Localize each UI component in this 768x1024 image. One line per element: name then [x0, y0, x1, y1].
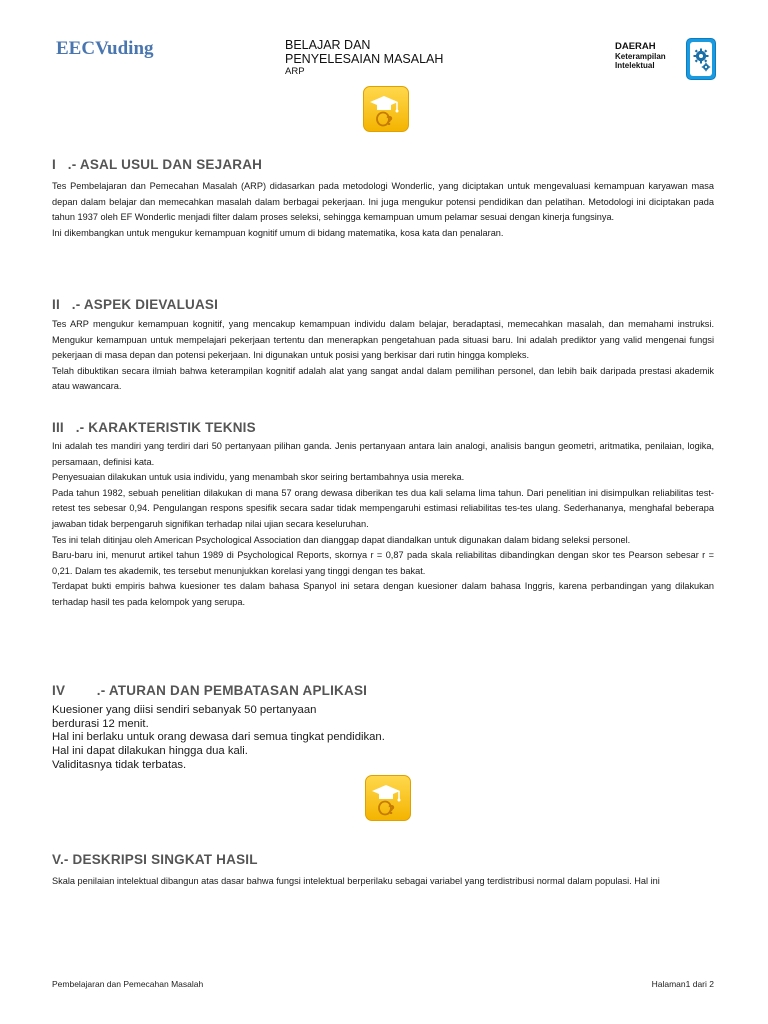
section-heading-3: III .- KARAKTERISTIK TEKNIS [52, 420, 256, 435]
page-number: Halaman1 dari 2 [651, 979, 714, 989]
paragraph: Pada tahun 1982, sebuah penelitian dilakukan di mana 57 orang dewasa diberikan tes dua kali selama lima tahun. Dari penelitian ini disimpulkan reliabilitas test-retest tes sebesar 0,94. Pengulangan respons spesifik secara sadar tidak mempengaruhi estimasi reliabilitas tes-tes ulang. Sederhananya, menghafal beberapa jawaban tidak berpengaruh signifikan terhadap nilai ujian secara keseluruhan. [52, 487, 714, 529]
title-line-2: PENYELESAIAN MASALAH [285, 52, 444, 66]
rules-list [52, 704, 385, 773]
paragraph: Baru-baru ini, menurut artikel tahun 1989 di Psychological Reports, skornya r = 0,87 pada skala reliabilitas dibandingkan dengan skor tes Pearson sebesar r = 0,21. Dalam tes akademik, tes tersebut menunjukkan korelasi yang tinggi dengan tes bakat. [52, 550, 714, 576]
region-title: DAERAH [615, 41, 656, 52]
paragraph: Tes ini telah ditinjau oleh American Psychological Association dan dianggap dapat diandalkan untuk digunakan dalam bidang seleksi personel. [52, 534, 631, 545]
section-heading-4: IV .- ATURAN DAN PEMBATASAN APLIKASI [52, 683, 368, 698]
rule-line: Hal ini berlaku untuk orang dewasa dari semua tingkat pendidikan. [52, 731, 385, 744]
paragraph: Terdapat bukti empiris bahwa kuesioner tes dalam bahasa Spanyol ini setara dengan kuesioner dalam bahasa Inggris, karena perbandingan yang dilakukan terhadap hasil tes pada kelompok yang serupa. [52, 581, 714, 607]
graduation-cap-question-icon [365, 775, 411, 821]
footer-left: Pembelajaran dan Pemecahan Masalah [52, 979, 204, 989]
paragraph: Penyesuaian dilakukan untuk usia individu, yang menambah skor seiring bertambahnya usia mereka. [52, 472, 465, 483]
svg-text:?: ? [388, 803, 395, 817]
region-label [615, 41, 666, 70]
rule-line: berdurasi 12 menit. [52, 717, 149, 730]
section-body-3 [52, 439, 714, 611]
paragraph: Telah dibuktikan secara ilmiah bahwa keterampilan kognitif adalah alat yang sangat andal dalam pemilihan personel, dan lebih baik daripada prestasi akademik atau wawancara. [52, 365, 714, 392]
title-line-1: BELAJAR DAN [285, 38, 371, 52]
section-heading-5: V.- DESKRIPSI SINGKAT HASIL [52, 852, 258, 867]
section-body-5 [52, 874, 714, 890]
paragraph: Tes ARP mengukur kemampuan kognitif, yang mencakup kemampuan individu dalam belajar, beradaptasi, memecahkan masalah, dan memahami instruksi. Mengukur kemampuan untuk mempelajari pekerjaan tertentu dan menerapkan pengetahuan pada situasi baru. Ini adalah prediktor yang valid mengenai fungsi pekerjaan di masa depan dan potensi pekerjaan. Ini digunakan untuk posisi yang berkisar dari rutin hingga kompleks. [52, 319, 714, 361]
rule-line: Validitasnya tidak terbatas. [52, 758, 187, 771]
section-body-2 [52, 317, 714, 395]
rule-line: Kuesioner yang diisi sendiri sebanyak 50 pertanyaan [52, 704, 317, 716]
graduation-cap-question-icon [363, 86, 409, 132]
logo: EECVuding [56, 38, 154, 59]
svg-text:?: ? [386, 114, 393, 128]
paragraph: Ini adalah tes mandiri yang terdiri dari 50 pertanyaan pilihan ganda. Jenis pertanyaan antara lain analogi, analisis bangun geometri, aritmatika, penilaian, logika, persamaan, definisi kata. [52, 441, 714, 467]
paragraph: Tes Pembelajaran dan Pemecahan Masalah (ARP) didasarkan pada metodologi Wonderlic, yang diciptakan untuk mengevaluasi kemampuan karyawan masa depan dalam belajar dan memecahkan masalah dalam berbagai pekerjaan. Ini juga mengukur potensi pendidikan dan pelatihan. Metodologi ini diciptakan pada tahun 1937 oleh EF Wonderlic menjadi filter dalam proses seleksi, sehingga kemampuan umum pelamar sesuai dengan kinerja fungsinya. [52, 181, 714, 223]
region-sub-1: Keterampilan [615, 52, 666, 61]
paragraph: Ini dikembangkan untuk mengukur kemampuan kognitif umum di bidang matematika, kosa kata dan penalaran. [52, 227, 504, 238]
rule-line: Hal ini dapat dilakukan hingga dua kali. [52, 745, 248, 758]
gear-icon [686, 38, 716, 80]
region-sub-2: Intelektual [615, 61, 655, 70]
document-subtitle: ARP [285, 66, 305, 77]
section-heading-2: II .- ASPEK DIEVALUASI [52, 297, 219, 312]
section-heading-1: I .- ASAL USUL DAN SEJARAH [52, 157, 263, 172]
document-title [285, 38, 443, 78]
paragraph: Skala penilaian intelektual dibangun atas dasar bahwa fungsi intelektual berperilaku sebagai variabel yang terdistribusi normal dalam populasi. Hal ini [52, 876, 660, 886]
section-body-1 [52, 179, 714, 241]
